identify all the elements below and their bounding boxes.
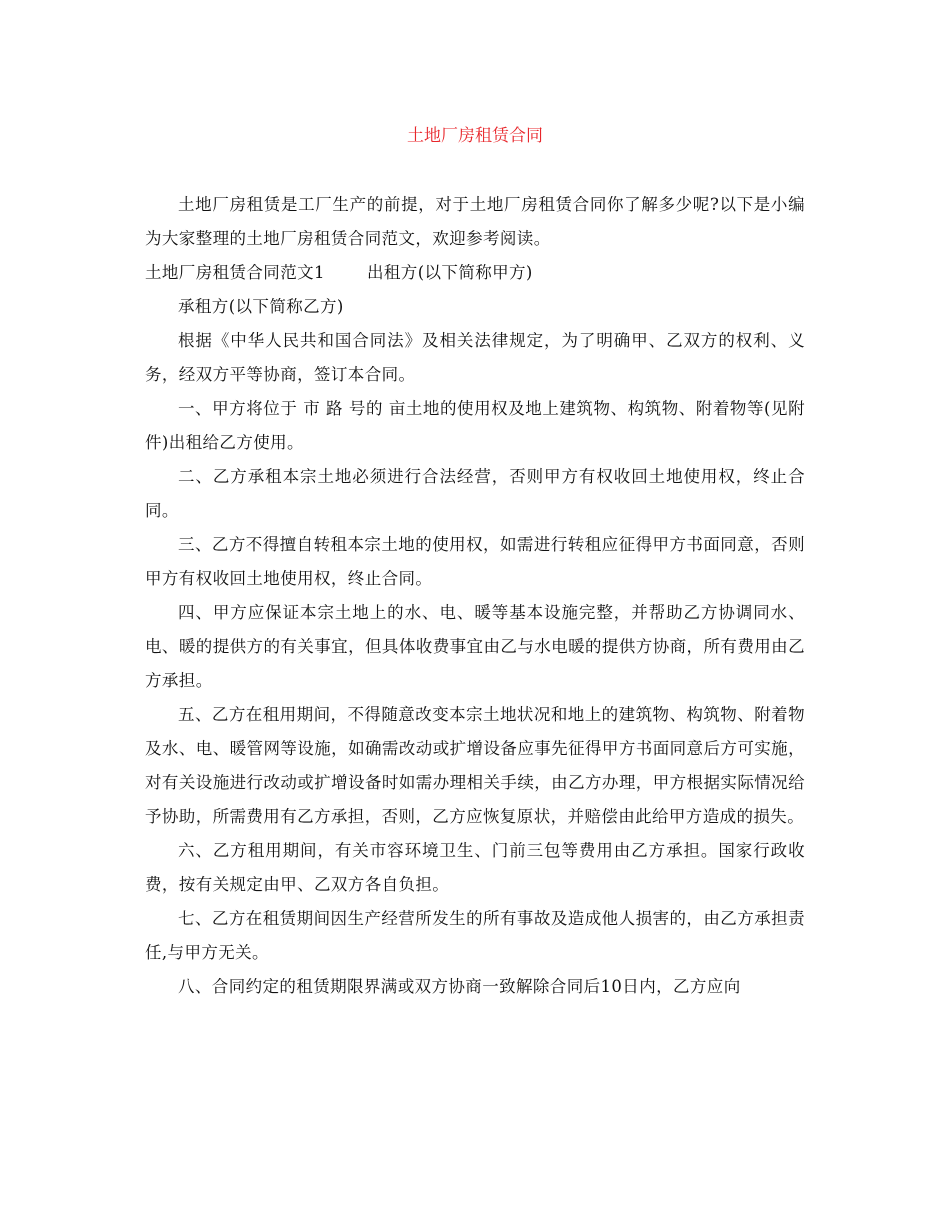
sample-heading-line [145,256,805,290]
sample-heading: 土地厂房租赁合同范文1 [145,263,325,282]
clause-6: 六、乙方租用期间，有关市容环境卫生、门前三包等费用由乙方承担。国家行政收费，按有关规定由甲、乙双方各自负担。 [145,841,805,894]
clause-1: 一、甲方将位于 市 路 号的 亩土地的使用权及地上建筑物、构筑物、附着物等(见附件)出租给乙方使用。 [145,399,805,452]
intro-paragraph: 土地厂房租赁是工厂生产的前提，对于土地厂房租赁合同你了解多少呢?以下是小编为大家整理的土地厂房租赁合同范文，欢迎参考阅读。 [145,195,805,248]
clause-preamble: 根据《中华人民共和国合同法》及相关法律规定，为了明确甲、乙双方的权利、义务，经双方平等协商，签订本合同。 [145,331,805,384]
clause-2: 二、乙方承租本宗土地必须进行合法经营，否则甲方有权收回土地使用权，终止合同。 [145,467,805,520]
document-title: 土地厂房租赁合同 [407,126,543,146]
document-body [145,188,805,1004]
lessee-label: 承租方(以下简称乙方) [178,297,344,316]
clause-4: 四、甲方应保证本宗土地上的水、电、暖等基本设施完整，并帮助乙方协调同水、电、暖的提供方的有关事宜，但具体收费事宜由乙与水电暖的提供方协商，所有费用由乙方承担。 [145,603,805,690]
clause-3: 三、乙方不得擅自转租本宗土地的使用权，如需进行转租应征得甲方书面同意，否则甲方有权收回土地使用权，终止合同。 [145,535,805,588]
clause-5: 五、乙方在租用期间，不得随意改变本宗土地状况和地上的建筑物、构筑物、附着物及水、电、暖管网等设施，如确需改动或扩增设备应事先征得甲方书面同意后方可实施，对有关设施进行改动或扩增设备时如需办理相关手续，由乙方办理，甲方根据实际情况给予协助，所需费用有乙方承担，否则，乙方应恢复原状，并赔偿由此给甲方造成的损失。 [145,705,805,826]
clause-8: 八、合同约定的租赁期限界满或双方协商一致解除合同后10日内，乙方应向 [178,977,741,996]
lessor-label: 出租方(以下简称甲方) [367,263,533,282]
clause-7: 七、乙方在租赁期间因生产经营所发生的所有事故及造成他人损害的，由乙方承担责任,与甲方无关。 [145,909,805,962]
